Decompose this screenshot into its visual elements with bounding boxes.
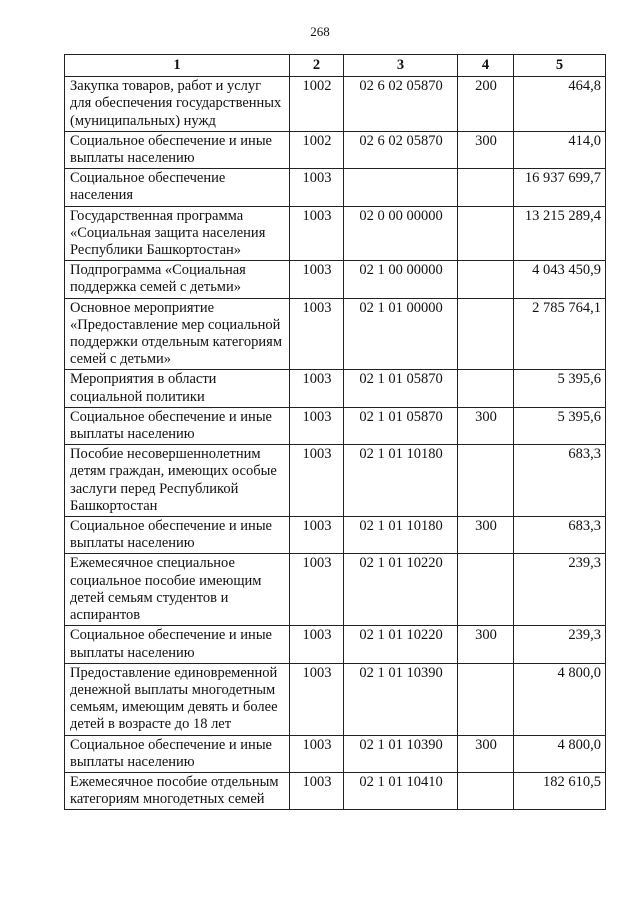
row-section: 1003: [290, 626, 344, 663]
row-section: 1003: [290, 261, 344, 298]
row-section: 1003: [290, 772, 344, 809]
row-name: Основное мероприятие «Предоставление мер социальной поддержки отдельным категориям семей с детьми»: [65, 298, 290, 370]
table-row: [65, 554, 606, 626]
row-sum: 4 800,0: [514, 663, 606, 735]
row-section: 1003: [290, 735, 344, 772]
row-name: Социальное обеспечение и иные выплаты населению: [65, 131, 290, 168]
row-section: 1003: [290, 517, 344, 554]
row-type: 300: [458, 626, 514, 663]
row-section: 1003: [290, 663, 344, 735]
row-type: [458, 298, 514, 370]
row-code: 02 6 02 05870: [344, 77, 458, 132]
row-sum: 4 043 450,9: [514, 261, 606, 298]
row-code: 02 1 01 10220: [344, 554, 458, 626]
row-section: 1003: [290, 445, 344, 517]
header-col-5: 5: [514, 55, 606, 77]
row-type: [458, 370, 514, 407]
header-col-4: 4: [458, 55, 514, 77]
row-sum: 16 937 699,7: [514, 169, 606, 206]
row-name: Социальное обеспечение населения: [65, 169, 290, 206]
row-code: 02 0 00 00000: [344, 206, 458, 261]
table-row: [65, 261, 606, 298]
row-sum: 239,3: [514, 554, 606, 626]
row-code: [344, 169, 458, 206]
table-row: [65, 517, 606, 554]
row-sum: 683,3: [514, 517, 606, 554]
row-name: Социальное обеспечение и иные выплаты населению: [65, 517, 290, 554]
row-name: Подпрограмма «Социальная поддержка семей с детьми»: [65, 261, 290, 298]
row-section: 1003: [290, 169, 344, 206]
table-row: [65, 407, 606, 444]
row-section: 1003: [290, 554, 344, 626]
header-row: [65, 55, 606, 77]
row-name: Пособие несовершеннолетним детям граждан, имеющих особые заслуги перед Республикой Башкортостан: [65, 445, 290, 517]
page-number: 268: [310, 24, 330, 39]
row-section: 1003: [290, 407, 344, 444]
table-row: [65, 663, 606, 735]
header-col-1: 1: [65, 55, 290, 77]
row-code: 02 1 01 10180: [344, 517, 458, 554]
row-section: 1003: [290, 206, 344, 261]
row-sum: 13 215 289,4: [514, 206, 606, 261]
row-name: Государственная программа «Социальная защита населения Республики Башкортостан»: [65, 206, 290, 261]
row-code: 02 1 01 05870: [344, 370, 458, 407]
row-name: Мероприятия в области социальной политики: [65, 370, 290, 407]
row-code: 02 1 01 10410: [344, 772, 458, 809]
row-code: 02 1 01 10180: [344, 445, 458, 517]
budget-table: [64, 54, 606, 810]
row-sum: 683,3: [514, 445, 606, 517]
row-code: 02 1 01 10390: [344, 663, 458, 735]
row-name: Социальное обеспечение и иные выплаты населению: [65, 626, 290, 663]
row-sum: 464,8: [514, 77, 606, 132]
row-type: [458, 261, 514, 298]
table-row: [65, 77, 606, 132]
row-type: [458, 445, 514, 517]
row-type: 300: [458, 131, 514, 168]
row-type: 300: [458, 735, 514, 772]
row-type: [458, 663, 514, 735]
row-code: 02 6 02 05870: [344, 131, 458, 168]
header-col-3: 3: [344, 55, 458, 77]
table-row: [65, 772, 606, 809]
row-type: [458, 169, 514, 206]
row-sum: 5 395,6: [514, 407, 606, 444]
row-code: 02 1 01 00000: [344, 298, 458, 370]
table-row: [65, 206, 606, 261]
row-name: Ежемесячное пособие отдельным категориям многодетных семей: [65, 772, 290, 809]
row-name: Ежемесячное специальное социальное пособие имеющим детей семьям студентов и аспирантов: [65, 554, 290, 626]
row-sum: 239,3: [514, 626, 606, 663]
row-section: 1003: [290, 298, 344, 370]
row-code: 02 1 01 10220: [344, 626, 458, 663]
table-row: [65, 169, 606, 206]
row-name: Социальное обеспечение и иные выплаты населению: [65, 735, 290, 772]
row-section: 1003: [290, 370, 344, 407]
table-row: [65, 735, 606, 772]
row-type: 300: [458, 517, 514, 554]
row-sum: 4 800,0: [514, 735, 606, 772]
table-row: [65, 298, 606, 370]
row-name: Предоставление единовременной денежной выплаты многодетным семьям, имеющим девять и более детей в возрасте до 18 лет: [65, 663, 290, 735]
row-code: 02 1 01 10390: [344, 735, 458, 772]
row-sum: 2 785 764,1: [514, 298, 606, 370]
row-type: [458, 772, 514, 809]
row-name: Закупка товаров, работ и услуг для обеспечения государственных (муниципальных) нужд: [65, 77, 290, 132]
row-type: 300: [458, 407, 514, 444]
row-type: 200: [458, 77, 514, 132]
row-sum: 414,0: [514, 131, 606, 168]
row-type: [458, 554, 514, 626]
header-col-2: 2: [290, 55, 344, 77]
table-row: [65, 445, 606, 517]
table-row: [65, 370, 606, 407]
row-code: 02 1 01 05870: [344, 407, 458, 444]
row-name: Социальное обеспечение и иные выплаты населению: [65, 407, 290, 444]
row-code: 02 1 00 00000: [344, 261, 458, 298]
row-section: 1002: [290, 77, 344, 132]
row-sum: 182 610,5: [514, 772, 606, 809]
row-type: [458, 206, 514, 261]
table-row: [65, 131, 606, 168]
row-sum: 5 395,6: [514, 370, 606, 407]
table-row: [65, 626, 606, 663]
row-section: 1002: [290, 131, 344, 168]
